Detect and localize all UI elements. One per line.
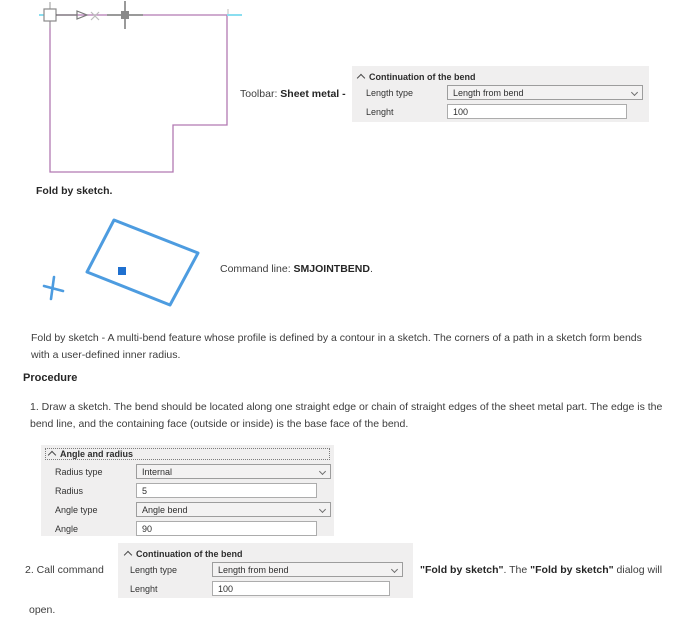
description-line: Fold by sketch - A multi-bend feature whose profile is defined by a contour in a sketch. The corners of a path in a sketch form bends	[31, 332, 642, 344]
field-label: Length type	[366, 87, 414, 98]
length-input[interactable]	[447, 104, 627, 119]
step1-line: 1. Draw a sketch. The bend should be located along one straight edge or chain of straight edges of the sheet metal part. The edge is the	[30, 401, 663, 413]
step2-tail-text: dialog will	[613, 564, 663, 576]
sketch-cross-marker-icon	[44, 277, 63, 299]
dropdown-value: Internal	[142, 466, 173, 477]
field-row	[352, 83, 649, 102]
fold-by-sketch-heading: Fold by sketch.	[36, 185, 113, 197]
field-label: Radius	[55, 485, 84, 496]
panel-header[interactable]	[352, 70, 649, 83]
field-row	[41, 481, 334, 500]
sketch-contour-path	[50, 15, 227, 172]
focus-outline	[45, 448, 330, 460]
command-line-caption	[220, 261, 373, 278]
step2-suffix-text	[420, 562, 662, 579]
step2-bold-dialog: "Fold by sketch"	[530, 564, 614, 576]
field-label: Radius type	[55, 466, 103, 477]
field-label: Angle	[55, 523, 79, 534]
command-caption-prefix: Command line:	[220, 263, 294, 275]
description-line: with a user-defined inner radius.	[31, 349, 181, 361]
field-label: Length type	[130, 564, 178, 575]
field-row	[41, 500, 334, 519]
step1-line: bend line, and the containing face (outside or inside) is the base face of the bend.	[30, 418, 409, 430]
fold-sketch-rectangle	[87, 220, 198, 305]
step2-mid-text: . The	[503, 564, 531, 576]
radius-input[interactable]	[136, 483, 317, 498]
step1-paragraph	[30, 399, 695, 433]
field-label: Lenght	[366, 106, 394, 117]
panel-continuation-of-bend-top	[352, 66, 649, 122]
chevron-down-icon	[319, 468, 326, 475]
field-label: Angle type	[55, 504, 98, 515]
chevron-down-icon	[631, 89, 638, 96]
length-type-dropdown[interactable]	[212, 562, 403, 577]
length-input[interactable]	[212, 581, 390, 596]
origin-marker-icon	[44, 2, 56, 28]
corner-tick-icon	[227, 9, 242, 15]
panel-continuation-of-bend-bottom	[118, 543, 413, 598]
panel-title: Continuation of the bend	[369, 71, 476, 82]
dropdown-value: Length from bend	[218, 564, 289, 575]
toolbar-caption-prefix: Toolbar:	[240, 88, 281, 100]
field-row	[118, 560, 413, 579]
step2-prefix-text: 2. Call command	[25, 564, 104, 576]
procedure-heading: Procedure	[23, 372, 78, 384]
dropdown-value: Length from bend	[453, 87, 524, 98]
panel-title: Angle and radius	[60, 448, 134, 459]
field-row	[41, 519, 334, 538]
description-paragraph	[31, 330, 691, 364]
toolbar-caption	[240, 86, 346, 103]
step2-end-text: open.	[29, 604, 56, 616]
collapse-caret-icon[interactable]	[124, 550, 132, 558]
step2-bold-command: "Fold by sketch"	[420, 564, 504, 576]
toolbar-caption-bold: Sheet metal -	[280, 88, 346, 100]
panel-header[interactable]	[41, 447, 334, 460]
command-caption-bold: SMJOINTBEND	[293, 263, 370, 275]
angle-input[interactable]	[136, 521, 317, 536]
sketch-point-marker	[118, 267, 126, 275]
field-label: Lenght	[130, 583, 158, 594]
command-caption-suffix: .	[369, 263, 373, 275]
dropdown-value: Angle bend	[142, 504, 188, 515]
field-row	[352, 102, 649, 121]
field-row	[118, 579, 413, 598]
sketch-contour-drawing	[35, 0, 250, 182]
cursor-cross-icon	[107, 1, 143, 29]
chevron-down-icon	[319, 506, 326, 513]
panel-angle-and-radius	[41, 445, 334, 536]
collapse-caret-icon[interactable]	[357, 73, 365, 81]
angle-type-dropdown[interactable]	[136, 502, 331, 517]
chevron-down-icon	[391, 566, 398, 573]
panel-header[interactable]	[118, 547, 413, 560]
radius-type-dropdown[interactable]	[136, 464, 331, 479]
field-row	[41, 462, 334, 481]
length-type-dropdown[interactable]	[447, 85, 643, 100]
panel-title: Continuation of the bend	[136, 548, 243, 559]
x-marker-icon	[91, 12, 99, 20]
fold-sketch-drawing	[35, 212, 210, 312]
